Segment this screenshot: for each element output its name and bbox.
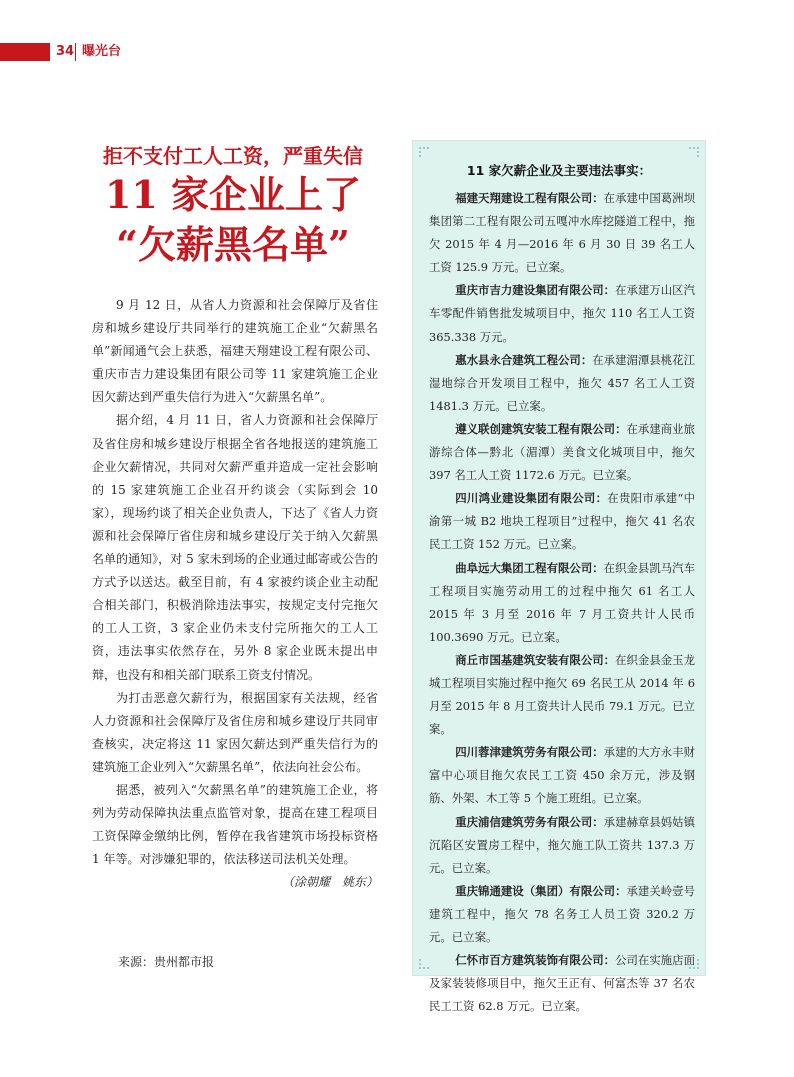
company-violation: 承建的大方永丰财富中心项目拖欠农民工工资 450 余万元，涉及钢筋、外架、木工等 5 个施工班组。已立案。 — [429, 745, 695, 806]
company-violation: 在织金县凯马汽车工程项目实施劳动用工的过程中拖欠 61 名工人 2015 年 3 月至 2016 年 7 月工资共计人民币 100.3690 万元。已立案。 — [429, 560, 695, 644]
company-violation: 承建关岭壹号建筑工程中，拖欠 78 名务工人员工资 320.2 万元。已立案。 — [429, 883, 695, 944]
header-color-bar — [0, 43, 50, 61]
company-entry — [429, 279, 695, 348]
company-violation: 在贵阳市承建“中渝第一城 B2 地块工程项目”过程中，拖欠 41 名农民工工资 152 万元。已立案。 — [429, 491, 695, 552]
company-name: 福建天翔建设工程有限公司： — [455, 191, 604, 205]
company-entry — [429, 949, 695, 1018]
company-entry — [429, 418, 695, 487]
company-violation: 在承建万山区汽车零配件销售批发城项目中，拖欠 110 名工人工资 365.338 万元。 — [429, 283, 695, 344]
header-divider — [75, 43, 76, 61]
article-paragraph: 据介绍，4 月 11 日，省人力资源和社会保障厅及省住房和城乡建设厅根据全省各地报送的建筑施工企业欠薪情况，共同对欠薪严重并造成一定社会影响的 15 家建筑施工企业召开约谈会（实际到会 10 家），现场约谈了相关企业负责人，下达了《省人力资源和社会保障厅省住房和城乡建设厅关于纳入欠薪黑名单的通知》，对 5 家未到场的企业通过邮寄或公告的方式予以送达。截至目前，有 4 家被约谈企业主动配合相关部门，积极消除违法事实，按规定支付完拖欠的工人工资，3 家企业仍未支付完所拖欠的工人工资，违法事实依然存在，另外 8 家企业既未提出申辩，也没有和相关部门联系工资支付情况。 — [92, 413, 378, 682]
article-paragraph: 据悉，被列入“欠薪黑名单”的建筑施工企业，将列为劳动保障执法重点监管对象，提高在建工程项目工资保障金缴纳比例，暂停在我省建筑市场投标资格 1 年等。对涉嫌犯罪的，依法移送司法机关处理。 — [92, 782, 378, 867]
article-paragraph: 9 月 12 日，从省人力资源和社会保障厅及省住房和城乡建设厅共同举行的建筑施工企业“欠薪黑名单”新闻通气会上获悉，福建天翔建设工程有限公司、重庆市吉力建设集团有限公司等 11 家建筑施工企业因欠薪达到严重失信行为进入“欠薪黑名单”。 — [92, 298, 378, 405]
company-violation: 在织金县金玉龙城工程项目实施过程中拖欠 69 名民工从 2014 年 6 月至 2015 年 8 月工资共计人民币 79.1 万元。已立案。 — [429, 652, 695, 737]
company-name: 仁怀市百方建筑装饰有限公司： — [455, 953, 616, 968]
company-entry — [429, 487, 695, 556]
sidebar-title: 11 家欠薪企业及主要违法事实： — [466, 163, 652, 178]
headline-line-1: 11 家企业上了 — [104, 172, 362, 217]
company-entry — [429, 741, 695, 810]
sidebar-box — [412, 140, 706, 1014]
company-name: 商丘市国基建筑安装有限公司： — [455, 652, 616, 667]
company-violation: 在承建湄潭县桃花江湿地综合开发项目工程中，拖欠 457 名工人工资 1481.3 万元。已立案。 — [429, 352, 695, 413]
headline-line-2: “欠薪黑名单” — [116, 222, 350, 267]
company-violation: 在承建中国葛洲坝集团第二工程有限公司五嘎冲水库挖隧道工程中，拖欠 2015 年 4 月—2016 年 6 月 30 日 39 名工人工资 125.9 万元。已立案。 — [429, 191, 695, 275]
company-name: 四川鸿业建设集团有限公司： — [455, 491, 608, 506]
article-headline — [88, 170, 378, 270]
company-list — [429, 187, 695, 1018]
company-entry — [429, 880, 695, 949]
article-paragraph: 为打击恶意欠薪行为，根据国家有关法规，经省人力资源和社会保障厅及省住房和城乡建设厅共同审查核实，决定将这 11 家因欠薪达到严重失信行为的建筑施工企业列入“欠薪黑名单”，依法向社会公布。 — [92, 690, 378, 774]
article-source: 来源：贵州都市报 — [118, 955, 215, 969]
company-violation: 承建赫章县妈姑镇沉陷区安置房工程中，拖欠施工队工资共 137.3 万元。已立案。 — [429, 814, 695, 875]
company-name: 遵义联创建筑安装工程有限公司： — [455, 421, 627, 436]
company-entry — [429, 557, 695, 649]
corner-ornament — [419, 959, 429, 969]
company-entry — [429, 349, 695, 418]
company-name: 曲阜远大集团工程有限公司： — [455, 560, 604, 575]
corner-ornament — [689, 147, 699, 157]
company-name: 重庆浦信建筑劳务有限公司： — [455, 814, 604, 829]
company-violation: 公司在实施店面及家装装修项目中，拖欠王正有、何富杰等 37 名农民工工资 62.8 万元。已立案。 — [429, 953, 695, 1014]
company-name: 重庆市吉力建设集团有限公司： — [455, 283, 616, 298]
corner-ornament — [419, 147, 429, 157]
article-kicker: 拒不支付工人工资，严重失信 — [103, 144, 363, 168]
company-violation: 在承建商业旅游综合体—黔北（湄潭）美食文化城项目中，拖欠 397 名工人工资 1172.6 万元。已立案。 — [429, 421, 695, 483]
article-byline: （涂朝耀 姚东） — [281, 875, 378, 890]
company-entry — [429, 649, 695, 741]
company-entry — [429, 811, 695, 880]
company-name: 四川蓉津建筑劳务有限公司： — [455, 745, 604, 760]
page-number: 34 — [56, 44, 75, 59]
company-name: 惠水县永合建筑工程公司： — [455, 352, 593, 367]
section-name: 曝光台 — [82, 44, 122, 59]
company-name: 重庆锦通建设（集团）有限公司： — [455, 883, 627, 898]
company-entry — [429, 187, 695, 279]
article-body — [92, 294, 378, 894]
